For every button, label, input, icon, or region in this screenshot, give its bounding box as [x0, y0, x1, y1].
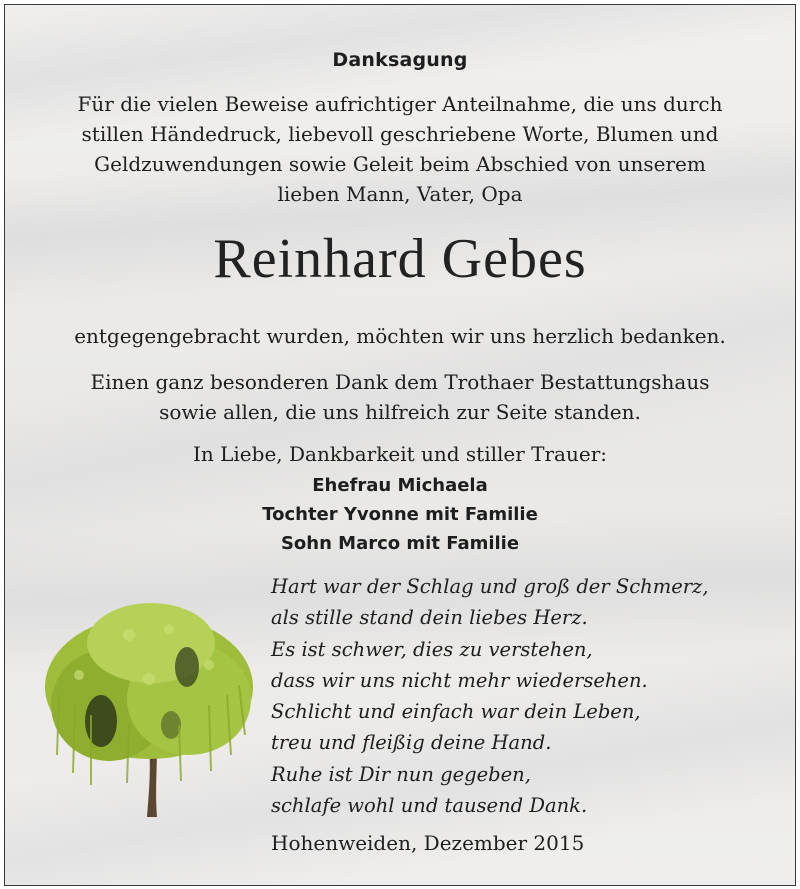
- poem-line: schlafe wohl und tausend Dank.: [271, 794, 588, 818]
- willow-tree-icon: [39, 595, 259, 819]
- family-member: Tochter Yvonne mit Familie: [262, 504, 538, 525]
- obituary-notice: [4, 4, 796, 886]
- family-list: [5, 471, 795, 558]
- intro-line: lieben Mann, Vater, Opa: [277, 182, 523, 206]
- intro-text: [5, 89, 795, 209]
- closing-line: In Liebe, Dankbarkeit und stiller Trauer:: [192, 442, 607, 466]
- poem-line: Schlicht und einfach war dein Leben,: [271, 700, 641, 724]
- poem-line: als stille stand dein liebes Herz.: [271, 606, 588, 630]
- intro-line: Für die vielen Beweise aufrichtiger Anteilnahme, die uns durch: [77, 92, 723, 116]
- special-thanks-line: sowie allen, die uns hilfreich zur Seite standen.: [159, 400, 641, 424]
- deceased-name: Reinhard Gebes: [213, 228, 587, 290]
- notice-heading: Danksagung: [332, 49, 468, 71]
- place-and-date: Hohenweiden, Dezember 2015: [271, 831, 585, 855]
- poem-line: Hart war der Schlag und groß der Schmerz,: [271, 575, 709, 598]
- intro-line: Geldzuwendungen sowie Geleit beim Abschied von unserem: [94, 152, 706, 176]
- poem-line: dass wir uns nicht mehr wiedersehen.: [271, 668, 648, 692]
- special-thanks: [5, 367, 795, 427]
- family-member: Sohn Marco mit Familie: [280, 533, 520, 554]
- intro-line: stillen Händedruck, liebevoll geschriebene Worte, Blumen und: [81, 122, 719, 146]
- poem: [271, 571, 709, 821]
- thanks-line: entgegengebracht wurden, möchten wir uns herzlich bedanken.: [74, 324, 726, 348]
- special-thanks-line: Einen ganz besonderen Dank dem Trothaer Bestattungshaus: [90, 370, 710, 394]
- family-member: Ehefrau Michaela: [312, 475, 488, 496]
- poem-line: Es ist schwer, dies zu verstehen,: [271, 637, 593, 661]
- poem-line: Ruhe ist Dir nun gegeben,: [271, 762, 531, 786]
- poem-line: treu und fleißig deine Hand.: [271, 731, 552, 755]
